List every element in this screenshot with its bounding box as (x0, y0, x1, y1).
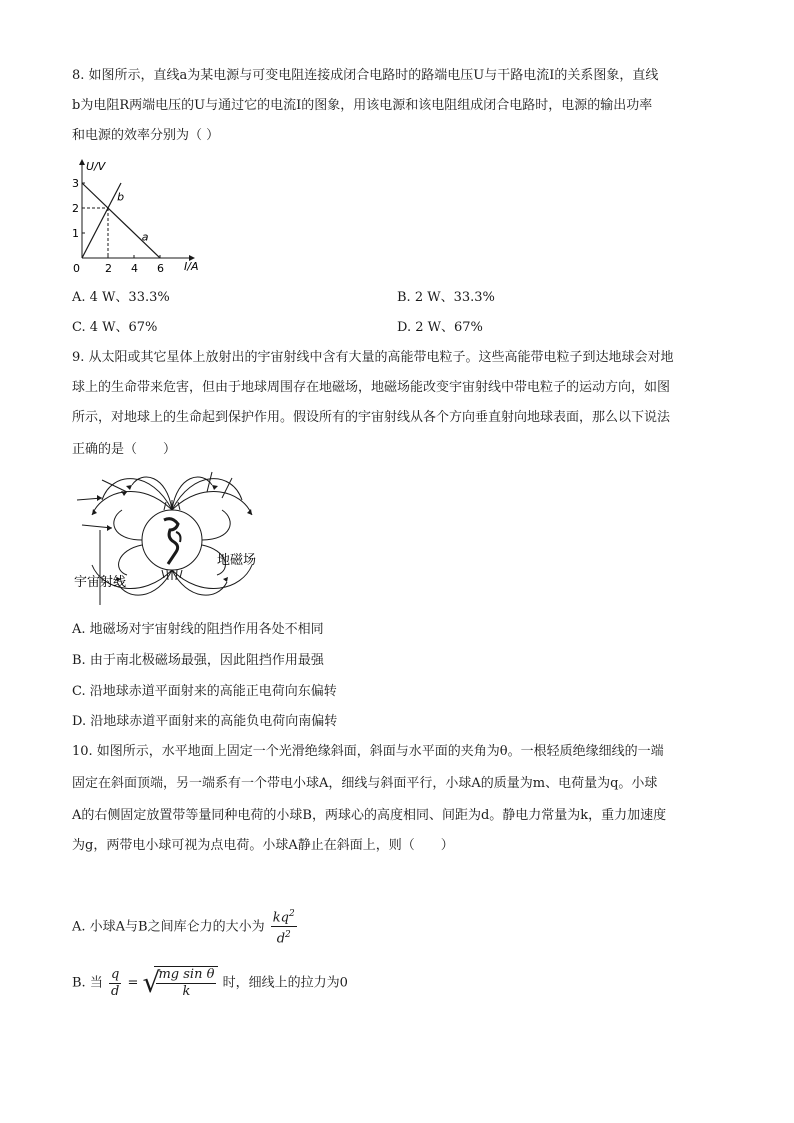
geomagnetic-field-figure (72, 470, 272, 605)
q10-line-1: 10. 如图所示，水平地面上固定一个光滑绝缘斜面，斜面与水平面的夹角为θ。一根轻质绝缘细线的一端 (72, 744, 664, 759)
x-tick-label: 2 (105, 262, 112, 275)
q9-option-a[interactable]: A. 地磁场对宇宙射线的阻挡作用各处不相同 (72, 622, 324, 637)
q10-line-3: A的右侧固定放置带等量同种电荷的小球B，两球心的高度相同、间距为d。静电力常量为k，重力加速度 (72, 808, 667, 823)
q8-option-a[interactable]: A. 4 W、33.3% (72, 290, 170, 305)
x-axis-label: I/A (184, 260, 199, 273)
line-b (82, 183, 121, 258)
q8-line-1: 8. 如图所示，直线a为某电源与可变电阻连接成闭合电路时的路端电压U与干路电流I的关系图象，直线 (72, 68, 659, 83)
q10-line-2: 固定在斜面顶端，另一端系有一个带电小球A，细线与斜面平行，小球A的质量为m、电荷量为q。小球 (72, 776, 658, 791)
q-over-d: $\frac{q}{d}$ (110, 966, 120, 999)
y-tick-label: 3 (72, 177, 79, 190)
q10-line-4: 为g，两带电小球可视为点电荷。小球A静止在斜面上，则（ ） (72, 838, 454, 853)
series-b-label: b (117, 190, 125, 204)
q8-line-3: 和电源的效率分别为（ ） (72, 128, 220, 143)
x-tick-label: 6 (157, 262, 164, 275)
x-tick-label: 0 (73, 262, 80, 275)
q9-option-c[interactable]: C. 沿地球赤道平面射来的高能正电荷向东偏转 (72, 684, 337, 699)
series-a-label: a (141, 230, 149, 244)
q9-line-4: 正确的是（ ） (72, 442, 177, 457)
x-tick-label: 4 (131, 262, 138, 275)
q10-option-b[interactable]: B. 当 $\frac{q}{d}$ = √ $\frac{\text{mg sin θ}}{k}$ 时，细线上的拉力为0 (72, 966, 348, 999)
q8-ui-graph (70, 156, 210, 276)
q8-line-2: b为电阻R两端电压的U与通过它的电流I的图象，用该电源和该电阻组成闭合电路时，电源的输出功率 (72, 98, 653, 113)
q9-line-1: 9. 从太阳或其它星体上放射出的宇宙射线中含有大量的高能带电粒子。这些高能带电粒子到达地球会对地 (72, 350, 674, 365)
sqrt-expression: √ $\frac{\text{mg sin θ}}{k}$ (142, 966, 218, 1000)
q9-option-d[interactable]: D. 沿地球赤道平面射来的高能负电荷向南偏转 (72, 714, 338, 729)
field-label: 地磁场 (217, 553, 257, 568)
y-tick-label: 1 (72, 227, 79, 240)
q8-option-d[interactable]: D. 2 W、67% (397, 320, 483, 335)
q8-option-c[interactable]: C. 4 W、67% (72, 320, 158, 335)
q10-option-a[interactable] (72, 906, 299, 948)
y-tick-label: 2 (72, 202, 79, 215)
q9-option-b[interactable]: B. 由于南北极磁场最强，因此阻挡作用最强 (72, 653, 324, 668)
q9-line-2: 球上的生命带来危害，但由于地球周围存在地磁场，地磁场能改变宇宙射线中带电粒子的运动方向，如图 (72, 380, 671, 395)
y-axis-label: U/V (86, 160, 106, 173)
rays-label: 宇宙射线 (74, 575, 127, 590)
q10-option-b-prefix: B. 当 (72, 975, 103, 991)
q9-line-3: 所示，对地球上的生命起到保护作用。假设所有的宇宙射线从各个方向垂直射向地球表面，那么以下说法 (72, 410, 671, 425)
q10-option-a-text: A. 小球A与B之间库仑力的大小为 (72, 919, 265, 935)
coulomb-fraction: $\frac{kq^2}{d^2}$ (271, 906, 297, 948)
q10-option-b-suffix: 时，细线上的拉力为0 (222, 975, 348, 991)
q8-option-b[interactable]: B. 2 W、33.3% (397, 290, 495, 305)
